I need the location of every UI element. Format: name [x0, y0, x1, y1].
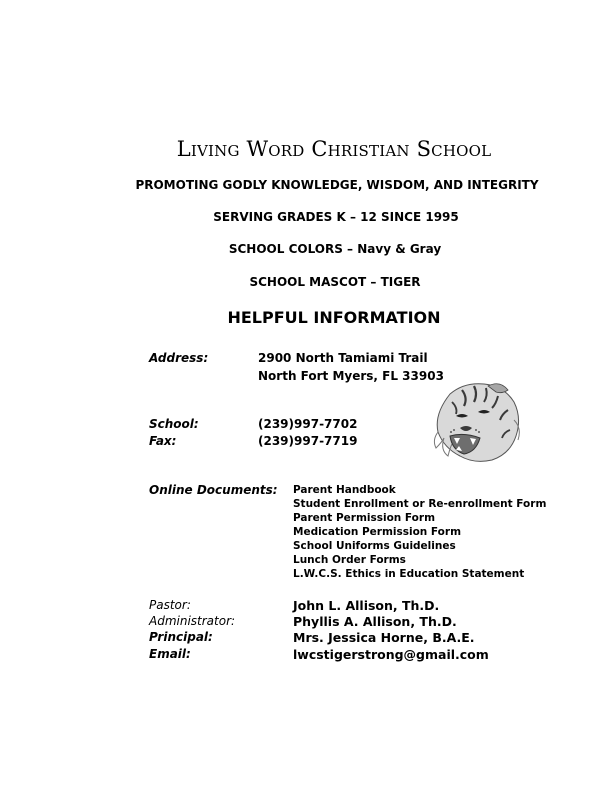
address-label: Address:: [149, 351, 209, 365]
address-line-1: 2900 North Tamiami Trail: [258, 351, 428, 365]
email-link[interactable]: lwcstigerstrong@gmail.com: [293, 647, 489, 662]
school-phone-value: (239)997-7702: [258, 417, 358, 431]
administrator-label: Administrator:: [149, 614, 236, 628]
fax-value: (239)997-7719: [258, 434, 358, 448]
school-name: Living Word Christian School: [176, 137, 492, 161]
document-link-ethics-statement[interactable]: L.W.C.S. Ethics in Education Statement: [293, 568, 525, 580]
document-link-medication-permission-form[interactable]: Medication Permission Form: [293, 526, 462, 538]
fax-label: Fax:: [149, 434, 177, 448]
principal-value: Mrs. Jessica Horne, B.A.E.: [293, 630, 475, 645]
school-phone-label: School:: [149, 417, 199, 431]
tiger-head-icon: [430, 380, 522, 464]
school-mascot: SCHOOL MASCOT – TIGER: [249, 275, 421, 289]
pastor-value: John L. Allison, Th.D.: [293, 598, 440, 613]
school-colors: SCHOOL COLORS – Navy & Gray: [228, 242, 442, 256]
document-link-lunch-order-forms[interactable]: Lunch Order Forms: [293, 554, 406, 566]
address-line-2: North Fort Myers, FL 33903: [258, 369, 444, 383]
online-documents-list: [293, 483, 546, 581]
document-link-parent-permission-form[interactable]: Parent Permission Form: [293, 512, 436, 524]
document-link-enrollment-form[interactable]: Student Enrollment or Re-enrollment Form: [293, 498, 547, 510]
principal-label: Principal:: [149, 630, 213, 644]
pastor-label: Pastor:: [149, 598, 191, 612]
school-motto: PROMOTING GODLY KNOWLEDGE, WISDOM, AND INTEGRITY: [135, 178, 539, 192]
grades-served: SERVING GRADES K – 12 SINCE 1995: [213, 210, 459, 224]
document-link-parent-handbook[interactable]: Parent Handbook: [293, 484, 396, 496]
email-label: Email:: [149, 647, 191, 661]
document-link-uniform-guidelines[interactable]: School Uniforms Guidelines: [293, 540, 456, 552]
online-documents-label: Online Documents:: [149, 483, 278, 497]
section-title: HELPFUL INFORMATION: [227, 308, 441, 327]
administrator-value: Phyllis A. Allison, Th.D.: [293, 614, 457, 629]
